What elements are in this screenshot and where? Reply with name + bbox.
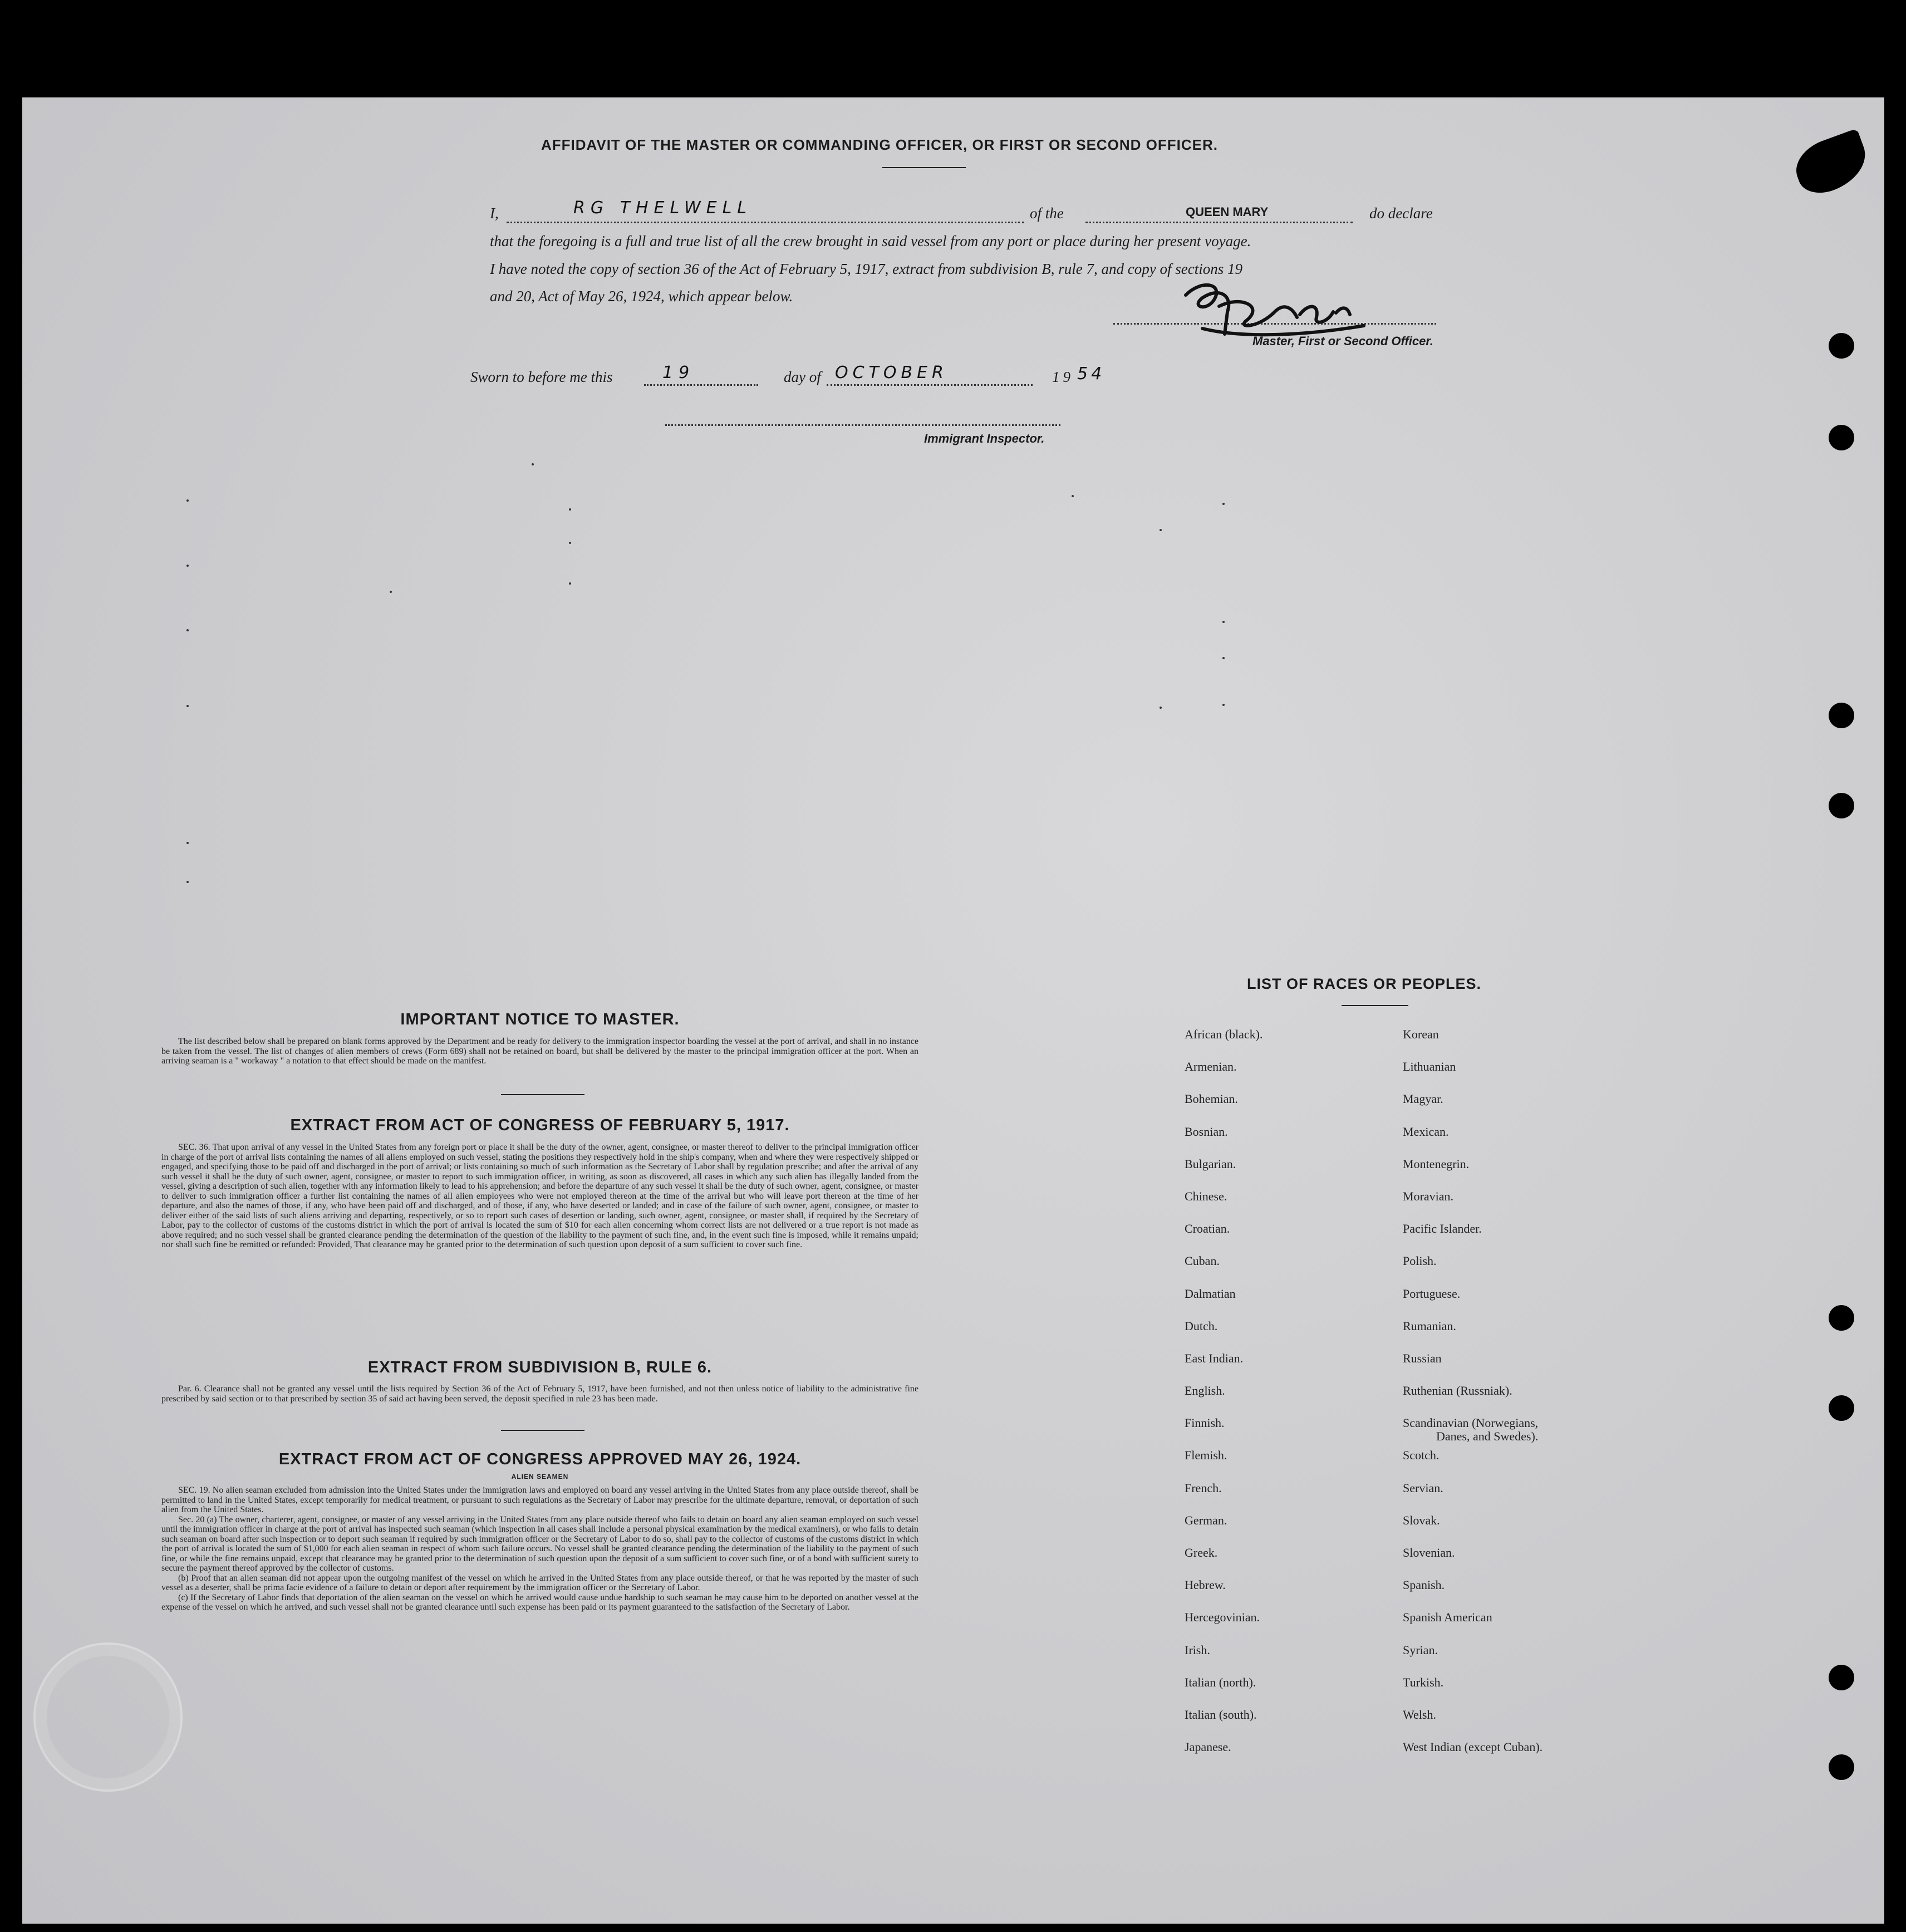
name-dotted-line [507,222,1024,223]
do-declare-label: do declare [1369,205,1433,222]
race-item: Polish. [1403,1254,1437,1268]
race-item: Portuguese. [1403,1286,1461,1301]
speck [186,842,189,844]
extract-rule6-text: Par. 6. Clearance shall not be granted any vessel until the lists required by Section 36 of the Act of February 5, 1917, have been furnished, and not then unless notice of liability to the administrative fine prescribed by said section or to that prescribed by section 35 of said act having been served, the deposit specified in rule 23 has been made. [161,1384,918,1404]
race-item: Dalmatian [1185,1286,1236,1301]
race-item: African (black). [1185,1027,1263,1041]
race-item: Cuban. [1185,1254,1220,1268]
sec-20a-text: Sec. 20 (a) The owner, charterer, agent, consignee, or master of any vessel arriving in the United States from any place outside thereof who fails to detain on board any alien seaman employed on such vessel until the immigration officer in charge at the port of arrival has inspected such seaman (which inspection in all cases shall include a personal physical examination by the medical examiners), or who fails to detain such seaman on board after such inspection or to deport such seaman if required by such immigration officer or the Secretary of Labor to do so, shall pay to the collector of customs of the customs district in which the port of arrival is located the sum of $1,000 for each alien seaman in respect of whom such failure occurs. No vessel shall be granted clearance pending the determination of the liability to the payment of such fine, or while the fine remains unpaid, except that clearance may be granted prior to the determination of such question upon the deposit of a sum sufficient to cover such fine, or of a bond with sufficient surety to secure the payment thereof approved by the collector of customs. [161,1514,918,1573]
year-suffix: 54 [1077,364,1106,384]
binder-hole [1829,425,1854,450]
extract-1917-title: EXTRACT FROM ACT OF CONGRESS OF FEBRUARY 5, 1917. [290,1116,790,1134]
speck [1222,704,1225,706]
race-item: Servian. [1403,1480,1443,1495]
race-item: Irish. [1185,1642,1210,1657]
race-item: Turkish. [1403,1675,1444,1689]
binder-hole [1829,1305,1854,1331]
extract-rule6-body [161,1384,918,1404]
speck [1072,495,1074,497]
race-item-continuation: Danes, and Swedes). [1436,1429,1539,1444]
race-item: Italian (south). [1185,1707,1257,1722]
signature-caption: Master, First or Second Officer. [1252,334,1433,348]
vessel-name: QUEEN MARY [1186,205,1269,219]
binder-hole [1829,793,1854,818]
speck [186,705,189,707]
sworn-line [470,363,1138,391]
race-item: Syrian. [1403,1642,1438,1657]
officer-name: RG THELWELL [573,198,753,218]
speck [1222,503,1225,505]
extract-1924-subtitle: ALIEN SEAMEN [511,1473,569,1480]
day-dotted-line [644,384,758,386]
divider [882,167,966,168]
race-item: German. [1185,1513,1227,1527]
binder-hole [1829,703,1854,728]
race-item: Bohemian. [1185,1092,1238,1106]
race-item: West Indian (except Cuban). [1403,1740,1543,1754]
speck [186,629,189,631]
binder-hole [1829,1754,1854,1780]
race-item: Slovak. [1403,1513,1440,1527]
extract-1917-body [161,1142,918,1250]
race-item: Greek. [1185,1546,1218,1560]
race-item: Hercegovinian. [1185,1610,1260,1625]
binder-hole [1829,1665,1854,1690]
race-item: Scotch. [1403,1448,1440,1463]
races-right-column [1403,1027,1543,1772]
races-title: LIST OF RACES OR PEOPLES. [1247,975,1482,992]
speck [1160,529,1162,531]
speck [1222,657,1225,659]
inspector-line [665,424,1060,426]
i-label: I, [490,205,499,222]
race-item: Italian (north). [1185,1675,1256,1689]
affidavit-title: AFFIDAVIT OF THE MASTER OR COMMANDING OFFICER, OR FIRST OR SECOND OFFICER. [541,136,1219,153]
race-item: Hebrew. [1185,1578,1226,1592]
race-item: Croatian. [1185,1222,1230,1236]
inspector-caption: Immigrant Inspector. [924,431,1045,445]
speck [186,499,189,502]
extract-1917-text: SEC. 36. That upon arrival of any vessel in the United States from any foreign port or place it shall be the duty of the owner, agent, consignee, or master thereof to deliver to the principal immigration officer in charge of the port of arrival lists containing the names of all aliens employed on such vessel, stating the positions they respectively hold in the ship's company, when and where they were respectively shipped or engaged, and specifying those to be paid off and discharged in the port of arrival; or lists containing so much of such information as the Secretary of Labor shall by regulation prescribe; and after the arrival of any such vessel it shall be the duty of such owner, agent, consignee, or master to report to such immigration officer, in writing, as soon as discovered, all cases in which any such alien has illegally landed from the vessel, giving a description of such alien, together with any information likely to lead to his apprehension; and before the departure of any such vessel it shall be the duty of such owner, agent, consignee, or master to deliver to such immigration officer a further list containing the names of all alien employees who were not employed thereon at the time of the arrival but who will leave port thereon at the time of her departure, and also the names of those, if any, who have been paid off and discharged, and of those, if any, who have deserted or landed; and in case of the failure of such owner, agent, consignee, or master to deliver either of the said lists of such aliens arriving and departing, respectively, or so to report such cases of desertion or landing, such owner, agent, consignee, or master shall, if required by the Secretary of Labor, pay to the collector of customs of the customs district in which the port of arrival is located the sum of $10 for each alien concerning whom correct lists are not delivered or a true report is not made as above required; and no such vessel shall be granted clearance pending the determination of the question of the liability to the payment of such fine, and, in the event such fine is imposed, while it remains unpaid; nor shall such fine be remitted or refunded: Provided, That clearance may be granted prior to the determination of such question upon deposit of a sum sufficient to cover such fine. [161,1142,918,1249]
speck [1222,621,1225,623]
sworn-month: OCTOBER [835,363,948,383]
extract-1924-title: EXTRACT FROM ACT OF CONGRESS APPROVED MAY 26, 1924. [278,1450,802,1468]
race-item: Spanish. [1403,1578,1445,1592]
embossed-seal [33,1642,183,1792]
divider [1342,1005,1408,1006]
race-item: Chinese. [1185,1189,1227,1203]
speck [569,508,571,511]
race-item: Flemish. [1185,1448,1227,1463]
divider [501,1430,584,1431]
affidavit-line-3: I have noted the copy of section 36 of the Act of February 5, 1917, extract from subdivision B, rule 7, and copy of sections 19 [490,261,1242,277]
extract-rule6-title: EXTRACT FROM SUBDIVISION B, RULE 6. [367,1359,713,1376]
divider [501,1094,584,1095]
race-item: Ruthenian (Russniak). [1403,1384,1512,1398]
race-item: Magyar. [1403,1092,1443,1106]
race-item [1403,1416,1543,1448]
race-item: Korean [1403,1027,1439,1041]
sworn-day: 19 [662,363,695,383]
notice-title: IMPORTANT NOTICE TO MASTER. [400,1011,680,1028]
speck [186,881,189,883]
race-item: Rumanian. [1403,1318,1456,1333]
race-item: English. [1185,1384,1225,1398]
binder-hole [1829,1395,1854,1421]
notice-text: The list described below shall be prepared on blank forms approved by the Department and be ready for delivery to the immigration inspector boarding the vessel at the port of arrival, and shall in no instance be taken from the vessel. The list of changes of alien members of crews (Form 689) shall not be retained on board, but shall be delivered by the master to the principal immigration officer at the port. When an arriving seaman is a " workaway " a notation to that effect should be made on the manifest. [161,1037,918,1066]
race-item: Bulgarian. [1185,1156,1236,1171]
race-item: Finnish. [1185,1416,1225,1430]
affidavit-line-1 [490,198,1458,227]
sworn-label: Sworn to before me this [470,369,613,385]
sec-20b-text: (b) Proof that an alien seaman did not appear upon the outgoing manifest of the vessel on which he arrived in the United States from any place outside thereof, or that he was reported by the master of such vessel as a deserter, shall be prima facie evidence of a failure to detain or deport after requirement by the immigration officer or the Secretary of Labor. [161,1573,918,1592]
extract-1924-body [161,1485,918,1612]
year-prefix: 19 [1052,369,1074,385]
race-item-text: Scandinavian (Norwegians, [1403,1416,1539,1430]
race-item: Pacific Islander. [1403,1222,1482,1236]
speck [1160,707,1162,709]
speck [390,591,392,593]
month-dotted-line [827,384,1033,386]
race-item: Lithuanian [1403,1060,1456,1074]
binder-hole [1829,333,1854,359]
race-item: Mexican. [1403,1124,1449,1139]
speck [569,582,571,585]
race-item: Spanish American [1403,1610,1492,1625]
race-item: Japanese. [1185,1740,1231,1754]
speck [532,463,534,465]
day-of-label: day of [784,369,821,385]
notice-body [161,1037,918,1066]
race-item: Armenian. [1185,1060,1237,1074]
sec-19-text: SEC. 19. No alien seaman excluded from admission into the United States under the immigration laws and employed on board any vessel arriving in the United States from any place outside thereof, shall be permitted to land in the United States, except temporarily for medical treatment, or pursuant to such regulations as the Secretary of Labor may prescribe for the ultimate departure, removal, or deportation of such alien from the United States. [161,1485,918,1514]
affidavit-line-4: and 20, Act of May 26, 1924, which appear below. [490,288,793,305]
of-the-label: of the [1030,205,1064,222]
race-item: Dutch. [1185,1318,1218,1333]
race-item: Welsh. [1403,1707,1436,1722]
race-item: Slovenian. [1403,1546,1455,1560]
speck [569,542,571,544]
speck [186,565,189,567]
race-item: East Indian. [1185,1351,1244,1365]
race-item: French. [1185,1480,1222,1495]
affidavit-line-2: that the foregoing is a full and true list of all the crew brought in said vessel from any port or place during her present voyage. [490,233,1251,249]
race-item: Moravian. [1403,1189,1454,1203]
sec-20c-text: (c) If the Secretary of Labor finds that deportation of the alien seaman on the vessel on which he arrived would cause undue hardship to such seaman he may cause him to be deported on another vessel at the expense of the vessel on which he arrived, and such vessel shall not be granted clearance until such expense has been paid or its payment guaranteed to the satisfaction of the Secretary of Labor. [161,1592,918,1612]
race-item: Russian [1403,1351,1442,1365]
races-left-column [1185,1027,1263,1772]
vessel-dotted-line [1085,222,1353,223]
race-item: Montenegrin. [1403,1156,1470,1171]
race-item: Bosnian. [1185,1124,1228,1139]
